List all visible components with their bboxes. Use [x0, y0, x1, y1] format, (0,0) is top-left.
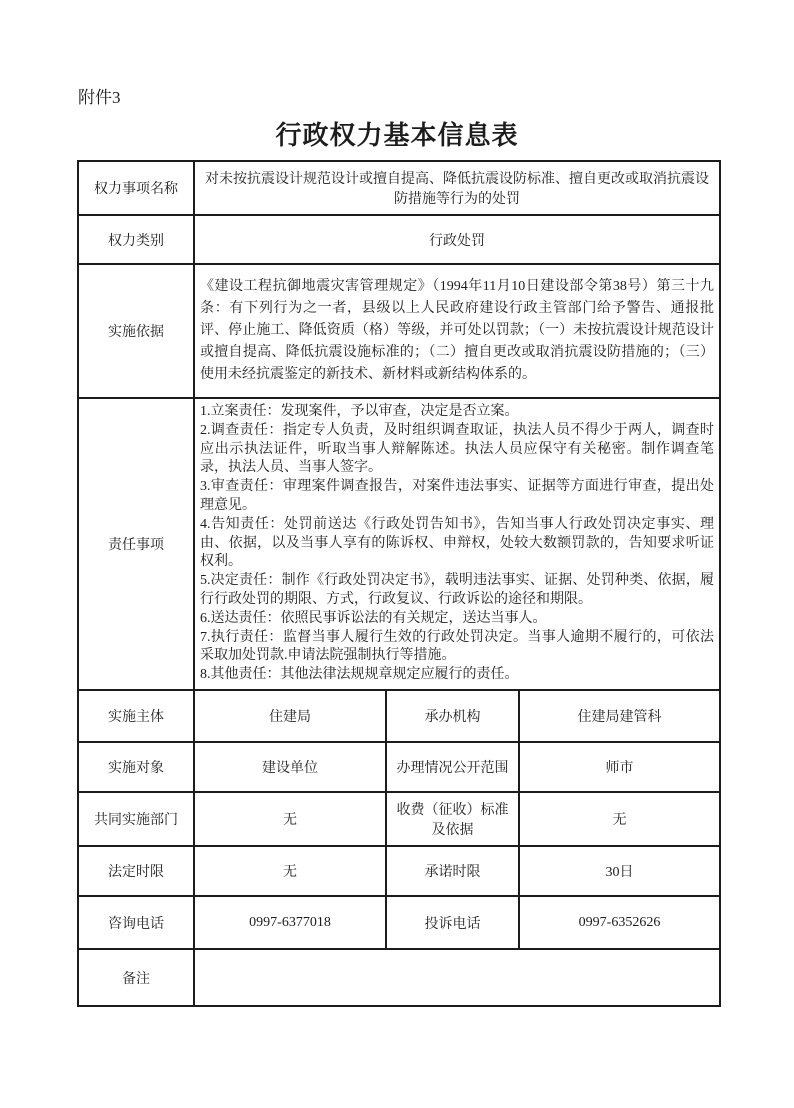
target-value: 建设单位 [194, 742, 386, 792]
promised-limit-value: 30日 [519, 846, 720, 896]
table-row [78, 846, 720, 896]
power-type-label: 权力类别 [78, 215, 194, 264]
legal-limit-label: 法定时限 [78, 846, 194, 896]
duty-item-1: 1.立案责任：发现案件，予以审查，决定是否立案。 [200, 404, 519, 420]
power-type-value: 行政处罚 [194, 215, 720, 264]
duty-item-7: 7.执行责任：监督当事人履行生效的行政处罚决定。当事人逾期不履行的，可依法采取加处罚款.申请法院强制执行等措施。 [200, 629, 714, 664]
subject-label: 实施主体 [78, 690, 194, 742]
duties-label: 责任事项 [78, 398, 194, 690]
handling-org-label: 承办机构 [386, 690, 519, 742]
consult-phone-label: 咨询电话 [78, 896, 194, 949]
public-scope-value: 师市 [519, 742, 720, 792]
basis-value: 《建设工程抗御地震灾害管理规定》（1994年11月10日建设部令第38号）第三十九条：有下列行为之一者，县级以上人民政府建设行政主管部门给予警告、通报批评、停止施工、降低资质（格）等级，并可处以罚款；（一）未按抗震设计规范设计或擅自提高、降低抗震设施标准的；（二）擅自更改或取消抗震设防措施的；（三）使用未经抗震鉴定的新技术、新材料或新结构体系的。 [194, 264, 720, 398]
power-name-label: 权力事项名称 [78, 161, 194, 215]
fee-standard-value: 无 [519, 792, 720, 846]
power-name-value: 对未按抗震设计规范设计或擅自提高、降低抗震设防标准、擅自更改或取消抗震设防措施等行为的处罚 [194, 161, 720, 215]
remark-label: 备注 [78, 949, 194, 1006]
table-row [78, 398, 720, 690]
table-row [78, 161, 720, 215]
legal-limit-value: 无 [194, 846, 386, 896]
info-table [77, 160, 721, 1007]
duty-item-5: 5.决定责任：制作《行政处罚决定书》，载明违法事实、证据、处罚种类、依据，履行行政处罚的期限、方式，行政复议、行政诉讼的途径和期限。 [200, 573, 714, 607]
target-label: 实施对象 [78, 742, 194, 792]
table-row [78, 742, 720, 792]
duty-item-6: 6.送达责任：依照民事诉讼法的有关规定，送达当事人。 [200, 610, 547, 626]
page-title: 行政权力基本信息表 [275, 121, 519, 150]
table-row [78, 264, 720, 398]
duty-item-4: 4.告知责任：处罚前送达《行政处罚告知书》，告知当事人行政处罚决定事实、理由、依据，以及当事人享有的陈诉权、申辩权，处较大数额罚款的，告知要求听证权利。 [200, 516, 714, 570]
duties-value [194, 398, 720, 690]
table-row [78, 690, 720, 742]
complaint-phone-label: 投诉电话 [386, 896, 519, 949]
handling-org-value: 住建局建管科 [519, 690, 720, 742]
subject-value: 住建局 [194, 690, 386, 742]
duty-item-2: 2.调查责任：指定专人负责，及时组织调查取证，执法人员不得少于两人，调查时应出示执法证件，听取当事人辩解陈述。执法人员应保守有关秘密。制作调查笔录，执法人员、当事人签字。 [200, 422, 714, 476]
table-row [78, 215, 720, 264]
joint-dept-label: 共同实施部门 [78, 792, 194, 846]
remark-value [194, 949, 720, 1006]
table-row [78, 792, 720, 846]
table-row [78, 896, 720, 949]
duty-item-3: 3.审查责任：审理案件调查报告，对案件违法事实、证据等方面进行审查，提出处理意见。 [200, 479, 714, 513]
basis-label: 实施依据 [78, 264, 194, 398]
duty-item-8: 8.其他责任：其他法律法规规章规定应履行的责任。 [200, 667, 519, 683]
complaint-phone-value: 0997-6352626 [519, 896, 720, 949]
attachment-label: 附件3 [78, 88, 121, 107]
promised-limit-label: 承诺时限 [386, 846, 519, 896]
fee-standard-label: 收费（征收）标准及依据 [386, 792, 519, 846]
joint-dept-value: 无 [194, 792, 386, 846]
consult-phone-value: 0997-6377018 [194, 896, 386, 949]
public-scope-label: 办理情况公开范围 [386, 742, 519, 792]
table-row [78, 949, 720, 1006]
